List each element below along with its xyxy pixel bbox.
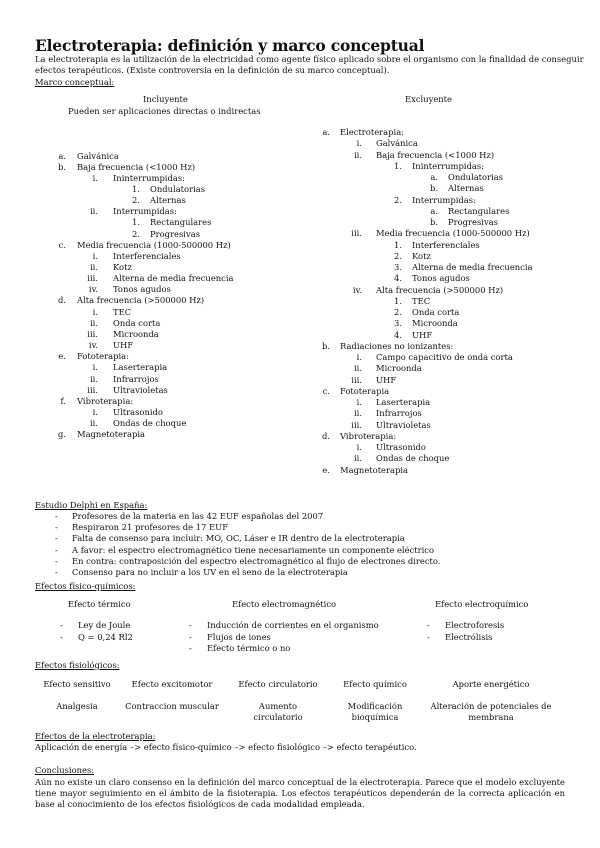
- outline-marker: d.: [321, 430, 330, 441]
- efectos-electroterapia-heading: Efectos de la electroterapia:: [35, 731, 156, 741]
- fisiologico-value: Aumento circulatorio: [253, 701, 303, 722]
- outline-marker: 2.: [132, 195, 140, 206]
- outline-item: Media frecuencia (1000-500000 Hz): [376, 228, 530, 239]
- incluyente-subtitle: Pueden ser aplicaciones directas o indirectas: [68, 106, 261, 116]
- outline-marker: ii.: [353, 363, 362, 374]
- outline-marker: ii.: [353, 408, 362, 419]
- intro-paragraph: La electroterapia es la utilización de la electricidad como agente físico aplicado sobre el organismo con la finalidad de conseguir efectos terapéuticos. (Existe controversia en la definición de su marco conceptual).: [35, 54, 584, 75]
- bullet-dash: -: [427, 620, 430, 630]
- outline-item: Ondas de choque: [113, 418, 187, 429]
- fisiologicos-heading: Efectos fisiológicos:: [35, 660, 120, 670]
- excluyente-header: Excluyente: [405, 94, 453, 104]
- outline-marker: i.: [356, 138, 362, 149]
- outline-item: Baja frecuencia (<1000 Hz): [77, 161, 196, 172]
- outline-marker: i.: [92, 172, 98, 183]
- bullet-dash: -: [55, 511, 58, 521]
- outline-marker: a.: [58, 150, 66, 161]
- outline-item: Onda corta: [113, 317, 161, 328]
- bullet-dash: -: [60, 620, 63, 630]
- outline-item: Ondas de choque: [376, 453, 450, 464]
- outline-item: Baja frecuencia (<1000 Hz): [376, 149, 495, 160]
- outline-item: Alta frecuencia (>500000 Hz): [376, 284, 504, 295]
- outline-item: Galvánica: [376, 138, 418, 149]
- outline-marker: iv.: [88, 284, 98, 295]
- outline-marker: i.: [356, 352, 362, 362]
- outline-marker: c.: [58, 239, 66, 250]
- outline-marker: i.: [356, 442, 362, 452]
- outline-item: Laserterapia: [376, 397, 431, 407]
- fisicoquimicos-heading: Efectos físico-químicos:: [35, 581, 136, 591]
- outline-item: Onda corta: [412, 307, 460, 317]
- bullet-dash: -: [189, 620, 192, 630]
- outline-item: Alternas: [150, 195, 186, 206]
- fisiologico-header: Efecto sensitivo: [43, 679, 111, 689]
- outline-marker: i.: [92, 362, 98, 373]
- outline-marker: iv.: [352, 284, 362, 295]
- outline-item: TEC: [412, 295, 431, 306]
- outline-item: Infrarrojos: [376, 408, 422, 419]
- outline-item: Microonda: [113, 328, 159, 339]
- outline-marker: 1.: [394, 239, 402, 250]
- outline-marker: d.: [57, 295, 66, 306]
- outline-item: Vibroterapia:: [340, 430, 397, 441]
- fisicoquimico-item: Efecto térmico o no: [207, 643, 291, 653]
- fisiologico-header: Efecto excitomotor: [131, 679, 213, 689]
- outline-marker: iii.: [351, 228, 362, 239]
- fisiologico-header: Efecto químico: [343, 679, 407, 689]
- outline-item: Infrarrojos: [113, 373, 159, 384]
- efectos-electroterapia-text: Aplicación de energía –> efecto físico-químico –> efecto fisiológico –> efecto terapéutico.: [35, 742, 417, 752]
- fisicoquimico-item: Flujos de iones: [207, 631, 271, 642]
- outline-item: Galvánica: [77, 150, 119, 161]
- conclusiones-heading: Conclusiones:: [35, 765, 95, 775]
- outline-item: Ininterrumpidas:: [412, 160, 484, 171]
- outline-item: Magnetoterapia: [77, 429, 146, 440]
- outline-item: Radiaciones no ionizantes:: [340, 340, 454, 351]
- fisiologico-value: Alteración de potenciales de membrana: [430, 701, 552, 722]
- outline-marker: 3.: [394, 318, 402, 329]
- outline-marker: b.: [321, 340, 330, 351]
- outline-item: Ultravioletas: [113, 384, 168, 395]
- outline-marker: i.: [92, 306, 98, 317]
- outline-marker: 3.: [394, 262, 402, 272]
- outline-item: Progresivas: [150, 228, 201, 239]
- conclusiones-text: Aún no existe un claro consenso en la definición del marco conceptual de la electroterapia. Parece que el modelo excluyente tiene mayor seguimiento en el ámbito de la fisioterapia. Los efectos terapéuticos dependerán de la correcta aplicación en base al conocimiento de los efectos fisiológicos de cada modalidad empleada.: [35, 777, 565, 809]
- outline-marker: 1.: [394, 160, 402, 171]
- outline-marker: c.: [322, 385, 330, 396]
- delphi-item: Respiraron 21 profesores de 17 EUF: [72, 522, 229, 533]
- delphi-item: Profesores de la materia en las 42 EUF españolas del 2007: [72, 511, 324, 521]
- outline-marker: f.: [60, 395, 66, 406]
- fisicoquimico-item: Electroforesis: [445, 620, 505, 630]
- fisiologico-value: Analgesia: [56, 701, 98, 711]
- outline-item: Progresivas: [448, 217, 499, 227]
- outline-item: Ultravioletas: [376, 419, 431, 430]
- fisicoquimico-item: Ley de Joule: [78, 620, 131, 630]
- outline-item: Kotz: [412, 250, 431, 261]
- fisicoquimico-item: Inducción de corrientes en el organismo: [207, 620, 379, 630]
- outline-item: Tonos agudos: [113, 284, 171, 295]
- outline-marker: b.: [57, 161, 66, 172]
- outline-item: Alterna de media frecuencia: [113, 273, 234, 284]
- bullet-dash: -: [189, 643, 192, 653]
- outline-item: Rectangulares: [448, 205, 510, 216]
- outline-item: Rectangulares: [150, 217, 212, 228]
- outline-marker: 4.: [394, 273, 402, 284]
- outline-item: Microonda: [412, 318, 458, 329]
- bullet-dash: -: [427, 631, 430, 642]
- outline-item: UHF: [376, 374, 397, 385]
- outline-item: Alta frecuencia (>500000 Hz): [77, 295, 205, 306]
- outline-marker: iii.: [351, 374, 362, 385]
- bullet-dash: -: [189, 631, 192, 642]
- outline-marker: ii.: [89, 206, 98, 217]
- outline-item: Microonda: [376, 363, 422, 374]
- fisiologico-header: Aporte energético: [452, 679, 530, 689]
- outline-marker: b.: [429, 217, 438, 227]
- bullet-dash: -: [55, 533, 58, 544]
- outline-marker: i.: [92, 406, 98, 417]
- outline-marker: 2.: [394, 194, 402, 205]
- outline-item: Fototerapia: [340, 385, 390, 396]
- efecto-termico-title: Efecto térmico: [68, 599, 131, 609]
- outline-item: Interrumpidas:: [113, 206, 177, 217]
- outline-item: Ultrasonido: [113, 406, 163, 417]
- outline-marker: ii.: [89, 418, 98, 429]
- marco-heading: Marco conceptual:: [35, 77, 115, 87]
- outline-marker: e.: [58, 351, 66, 362]
- outline-item: Electroterapia:: [340, 127, 405, 137]
- outline-item: UHF: [412, 329, 433, 340]
- outline-marker: ii.: [353, 149, 362, 160]
- bullet-dash: -: [55, 555, 58, 566]
- outline-marker: 4.: [394, 329, 402, 340]
- incluyente-header: Incluyente: [143, 94, 188, 104]
- outline-marker: g.: [57, 429, 66, 440]
- fisiologico-value: Modificación bioquímica: [347, 701, 403, 722]
- outline-item: Ininterrumpidas:: [113, 172, 185, 183]
- outline-marker: 1.: [132, 217, 140, 228]
- outline-marker: i.: [92, 250, 98, 261]
- delphi-item: Falta de consenso para incluir: MO, OC, Láser e IR dentro de la electroterapia: [72, 533, 405, 544]
- outline-marker: iv.: [88, 340, 98, 351]
- bullet-dash: -: [55, 522, 58, 533]
- outline-item: Vibroterapia:: [77, 395, 134, 406]
- outline-marker: ii.: [89, 317, 98, 328]
- outline-item: Ultrasonido: [376, 442, 426, 452]
- outline-marker: iii.: [87, 328, 98, 339]
- outline-marker: e.: [322, 464, 330, 475]
- outline-marker: b.: [429, 183, 438, 194]
- outline-item: Kotz: [113, 262, 132, 272]
- outline-item: Interferenciales: [113, 250, 181, 261]
- delphi-item: En contra: contraposición del espectro electromagnético al flujo de electrones directo.: [72, 555, 441, 566]
- outline-marker: ii.: [89, 373, 98, 384]
- delphi-item: Consenso para no incluir a los UV en el seno de la electroterapia: [72, 567, 348, 577]
- outline-marker: 1.: [132, 183, 140, 194]
- page-title: Electroterapia: definición y marco conceptual: [35, 36, 425, 55]
- outline-item: Media frecuencia (1000-500000 Hz): [77, 239, 231, 250]
- efecto-electromagnetico-title: Efecto electromagnético: [232, 599, 337, 609]
- outline-item: Fototerapia:: [77, 351, 129, 362]
- outline-marker: i.: [356, 397, 362, 407]
- outline-marker: 1.: [394, 295, 402, 306]
- outline-item: Magnetoterapia: [340, 464, 409, 475]
- outline-marker: a.: [430, 172, 438, 182]
- outline-marker: 2.: [394, 250, 402, 261]
- outline-marker: iii.: [351, 419, 362, 430]
- bullet-dash: -: [60, 631, 63, 642]
- outline-marker: a.: [430, 205, 438, 216]
- outline-item: TEC: [113, 306, 132, 317]
- outline-marker: iii.: [87, 384, 98, 395]
- fisicoquimico-item: Q = 0,24 Rl2: [78, 631, 133, 642]
- bullet-dash: -: [55, 544, 58, 555]
- outline-item: Alternas: [448, 183, 484, 194]
- outline-item: Ondulatorias: [150, 183, 206, 194]
- delphi-item: A favor: el espectro electromagnético tiene necesariamente un componente eléctrico: [72, 544, 435, 555]
- outline-item: Laserterapia: [113, 362, 168, 373]
- outline-item: Interferenciales: [412, 239, 480, 250]
- outline-marker: 2.: [394, 307, 402, 317]
- outline-item: Campo capacitivo de onda corta: [376, 352, 513, 362]
- outline-item: Interrumpidas:: [412, 194, 476, 205]
- outline-item: Ondulatorias: [448, 172, 504, 182]
- outline-marker: ii.: [89, 262, 98, 272]
- outline-marker: 2.: [132, 228, 140, 239]
- outline-item: UHF: [113, 340, 134, 351]
- outline-marker: a.: [322, 127, 330, 137]
- fisiologico-value: Contraccion muscular: [125, 701, 219, 711]
- bullet-dash: -: [55, 567, 58, 577]
- delphi-heading: Estudio Delphi en España:: [35, 500, 148, 510]
- efecto-electroquimico-title: Efecto electroquímico: [435, 599, 529, 609]
- outline-marker: iii.: [87, 273, 98, 284]
- fisiologico-header: Efecto circulatorio: [238, 679, 318, 689]
- outline-item: Tonos agudos: [412, 273, 470, 284]
- outline-item: Alterna de media frecuencia: [412, 262, 533, 272]
- outline-marker: ii.: [353, 453, 362, 464]
- fisicoquimico-item: Electrólisis: [445, 631, 493, 642]
